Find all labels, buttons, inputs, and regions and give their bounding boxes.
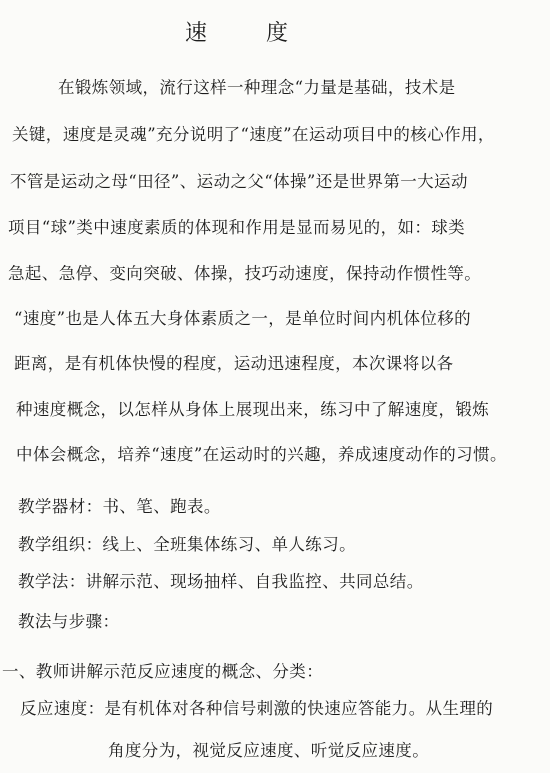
teaching-steps-heading: 教法与步骤： [18, 612, 120, 631]
paragraph-1-line-2: 关键，速度是灵魂”充分说明了“速度”在运动项目中的核心作用， [12, 125, 495, 144]
step-1-definition-line-2: 角度分为，视觉反应速度、听觉反应速度。 [108, 741, 430, 760]
teaching-equipment: 教学器材：书、笔、跑表。 [18, 497, 221, 516]
teaching-organization: 教学组织：线上、全班集体练习、单人练习。 [18, 535, 356, 554]
paragraph-1-line-4: 项目“球”类中速度素质的体现和作用是显而易见的，如：球类 [8, 218, 466, 237]
paragraph-2-line-3: 种速度概念，以怎样从身体上展现出来，练习中了解速度，锻炼 [16, 400, 490, 419]
paragraph-1-line-1: 在锻炼领域，流行这样一种理念“力量是基础，技术是 [58, 78, 456, 97]
step-1-heading: 一、教师讲解示范反应速度的概念、分类： [2, 662, 324, 681]
teaching-methods: 教学法：讲解示范、现场抽样、自我监控、共同总结。 [18, 572, 424, 591]
paragraph-1-line-3: 不管是运动之母“田径”、运动之父“体操”还是世界第一大运动 [10, 172, 468, 191]
step-1-definition-line-1: 反应速度：是有机体对各种信号刺激的快速应答能力。从生理的 [20, 699, 494, 718]
paragraph-2-line-2: 距离，是有机体快慢的程度，运动迅速程度，本次课将以各 [14, 354, 454, 373]
paragraph-1-line-5: 急起、急停、变向突破、体操，技巧动速度，保持动作惯性等。 [8, 264, 482, 283]
paragraph-2-line-4: 中体会概念，培养“速度”在运动时的兴趣，养成速度动作的习惯。 [16, 445, 507, 464]
page-title: 速 度 [185, 21, 314, 46]
paragraph-2-line-1: “速度”也是人体五大身体素质之一，是单位时间内机体位移的 [14, 309, 472, 328]
